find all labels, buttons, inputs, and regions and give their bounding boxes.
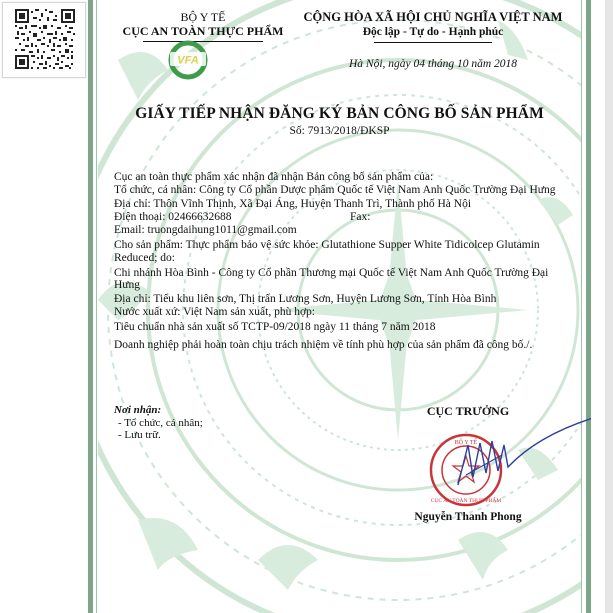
qr-code-icon (15, 9, 75, 69)
standard-line: Tiêu chuẩn nhà sản xuất số TCTP-09/2018 ngày 11 tháng 7 năm 2018 (114, 321, 436, 334)
responsibility-line: Doanh nghiệp phải hoàn toàn chịu trách nhiệm về tính phù hợp của sản phẩm đã công bố./. (114, 338, 533, 351)
organization-line: Tổ chức, cá nhân: Công ty Cổ phần Dược phẩm Quốc tế Việt Nam Anh Quốc Trường Đại Hưng (114, 184, 556, 197)
manufacturer-address-line: Địa chỉ: Tiểu khu liên sơn, Thị trấn Lương Sơn, Huyện Lương Sơn, Tỉnh Hòa Bình (114, 292, 497, 305)
recipient-item: - Lưu trữ. (118, 429, 161, 441)
signer-name: Nguyễn Thanh Phong (414, 511, 522, 523)
contact-line (114, 211, 569, 223)
product-line: Cho sản phẩm: Thực phẩm bảo vệ sức khỏe: Glutathione Supper White Tidicolcep Glutamin Reduced; do: (114, 239, 540, 264)
republic-name: CỘNG HÒA XÃ HỘI CHỦ NGHĨA VIỆT NAM (303, 10, 563, 24)
svg-text:CỤC AN TOÀN THỰC PHẨM: CỤC AN TOÀN THỰC PHẨM (430, 498, 502, 504)
signature-icon (438, 415, 591, 495)
qr-code-box (2, 2, 86, 78)
issue-date: Hà Nội, ngày 04 tháng 10 năm 2018 (348, 58, 518, 70)
ministry-name: BỘ Y TẾ (180, 10, 226, 24)
fax-text: Fax: (350, 210, 371, 223)
vfa-logo-icon (158, 38, 218, 80)
national-motto: Độc lập - Tự do - Hạnh phúc (362, 26, 504, 38)
recipients-label: Nơi nhận: (114, 404, 162, 416)
svg-text:BỘ Y TẾ: BỘ Y TẾ (454, 440, 478, 446)
phone-text: Điện thoại: 02466632688 (114, 210, 232, 223)
recipients-block (114, 404, 203, 442)
signer-title: CỤC TRƯỞNG (426, 404, 510, 418)
certificate-page (88, 0, 591, 613)
origin-line: Nước xuất xứ: Việt Nam sản xuất, phù hợp: (114, 305, 315, 318)
certificate-content (88, 0, 591, 613)
certificate-body (114, 171, 569, 352)
agency-name: CỤC AN TOÀN THỰC PHẨM (122, 24, 284, 38)
address-line: Địa chỉ: Thôn Vĩnh Thịnh, Xã Đại Áng, Huyện Thanh Trì, Thành phố Hà Nội (114, 197, 472, 210)
intro-line: Cục an toàn thực phẩm xác nhận đã nhận Bản công bố sản phẩm của: (114, 171, 434, 183)
vertical-scrollbar[interactable] (605, 0, 613, 613)
document-title: GIẤY TIẾP NHẬN ĐĂNG KÝ BẢN CÔNG BỐ SẢN PHẨM (135, 105, 544, 122)
svg-text:VFA: VFA (177, 54, 199, 67)
republic-header (288, 10, 578, 43)
motto-divider (374, 42, 492, 43)
manufacturer-line: Chi nhánh Hòa Bình - Công ty Cổ phần Thương mại Quốc tế Việt Nam Anh Quốc Trường Đại Hưng (114, 267, 549, 292)
document-number: Số: 7913/2018/ĐKSP (289, 125, 390, 137)
email-line: Email: truongdaihung1011@gmail.com (114, 224, 297, 237)
recipient-item: - Tổ chức, cá nhân; (118, 416, 203, 429)
